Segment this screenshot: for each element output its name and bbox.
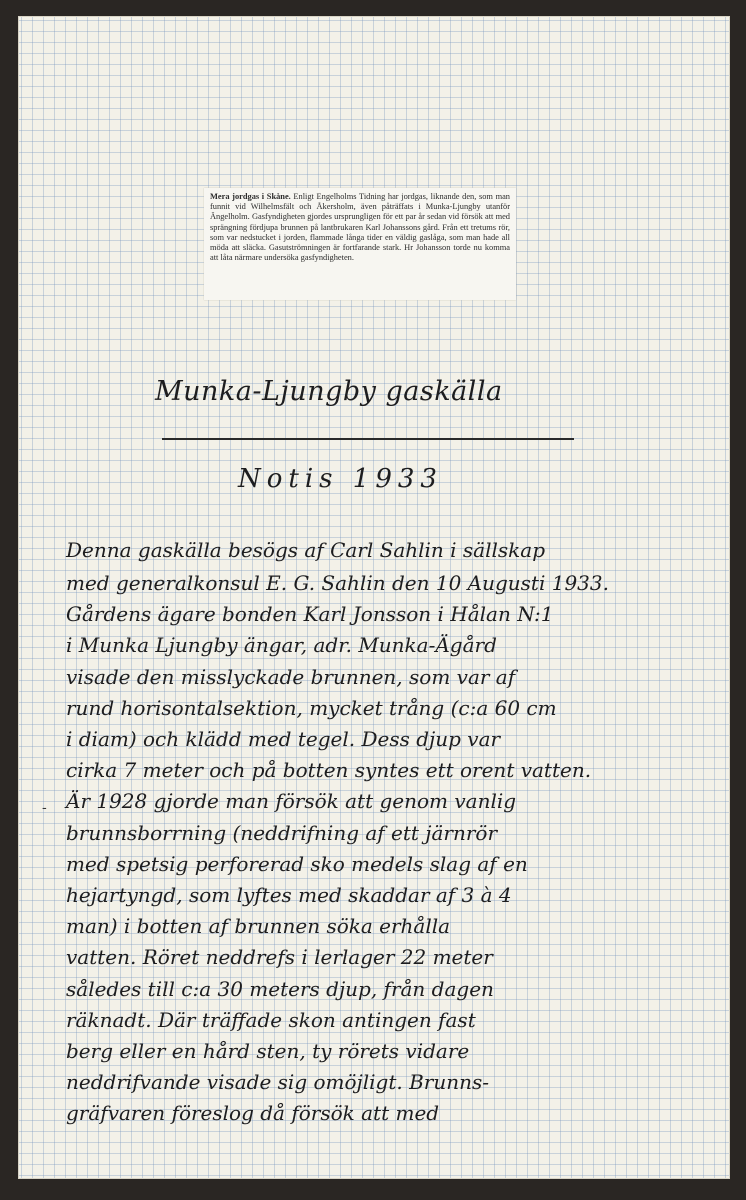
text-line: neddrifvande visade sig omöjligt. Brunns- (66, 1070, 489, 1094)
clipping-body: Enligt Engelholms Tidning har jordgas, liknande den, som man funnit vid Wilhelmsfält och Åkersholm, även påträffats i Munka-Ljungby utanför Ängelholm. Gasfyndigheten gjordes ursprungligen för ett par år sedan vid försök att med sprängning fördjupa brunnen på lantbrukaren Karl Johanssons gård. Från ett tretums rör, som var nedstucket i jorden, flammade långa tider en väldig gaslåga, som man hade all möda att släcka. Gasutströmningen är fortfarande stark. Hr Johansson torde nu komma att låta närmare undersöka gasfyndigheten. (210, 192, 510, 263)
text-line: Denna gaskälla besögs af Carl Sahlin i sällskap (66, 538, 545, 562)
text-line: räknadt. Där träffade skon antingen fast (66, 1008, 476, 1032)
page-subtitle: Notis 1933 (238, 464, 443, 494)
text-line: cirka 7 meter och på botten syntes ett orent vatten. (66, 758, 592, 782)
text-line: vatten. Röret neddrefs i lerlager 22 meter (66, 945, 493, 969)
text-line: i Munka Ljungby ängar, adr. Munka-Ägård (66, 633, 497, 657)
text-line: berg eller en hård sten, ty rörets vidare (66, 1039, 470, 1063)
newspaper-clipping (204, 188, 516, 300)
text-line: man) i botten af brunnen söka erhålla (66, 914, 451, 938)
text-line: i diam) och klädd med tegel. Dess djup var (66, 727, 501, 751)
text-line: Är 1928 gjorde man försök att genom vanlig (66, 789, 517, 813)
clipping-headline: Mera jordgas i Skåne. (210, 192, 294, 201)
title-underline (162, 438, 574, 440)
text-line: visade den misslyckade brunnen, som var af (66, 665, 516, 689)
page-title: Munka-Ljungby gaskälla (155, 376, 503, 407)
text-line: med generalkonsul E. G. Sahlin den 10 Augusti 1933. (66, 571, 609, 595)
text-line: således till c:a 30 meters djup, från dagen (66, 977, 494, 1001)
text-line: brunnsborrning (neddrifning af ett järnrör (66, 821, 498, 845)
text-line: gräfvaren föreslog då försök att med (66, 1101, 440, 1125)
notebook-page (18, 16, 730, 1179)
text-line: rund horisontalsektion, mycket trång (c:a 60 cm (66, 696, 557, 720)
text-line: med spetsig perforerad sko medels slag af en (66, 852, 528, 876)
margin-mark: - (42, 800, 47, 816)
text-line: hejartyngd, som lyftes med skaddar af 3 à 4 (66, 883, 512, 907)
text-line: Gårdens ägare bonden Karl Jonsson i Hålan N:1 (66, 602, 554, 626)
